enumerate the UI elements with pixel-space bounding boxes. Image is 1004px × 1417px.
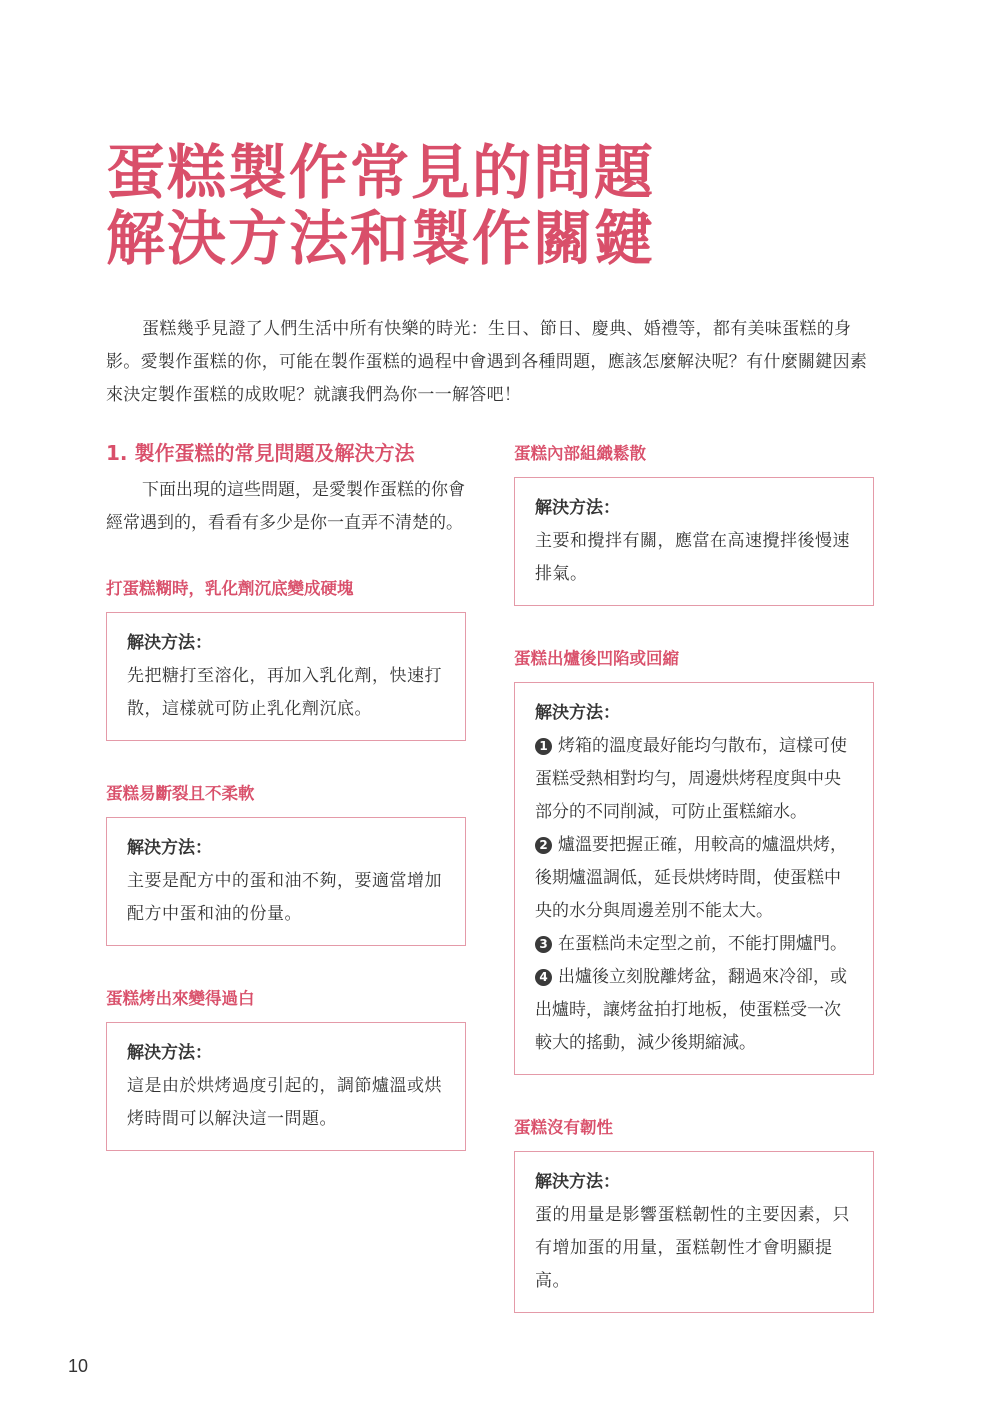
solution-label: 解決方法： — [127, 838, 212, 858]
solution-box-cracking — [106, 817, 466, 946]
step-number-icon: 2 — [535, 837, 552, 854]
solution-box-loose — [514, 477, 874, 606]
solution-step-4 — [535, 961, 853, 1060]
solution-text: 蛋的用量是影響蛋糕韌性的主要因素，只有增加蛋的用量，蛋糕韌性才會明顯提高。 — [535, 1205, 850, 1291]
solution-label: 解決方法： — [535, 703, 620, 723]
step-text: 出爐後立刻脫離烤盆，翻過來冷卻，或出爐時，讓烤盆拍打地板，使蛋糕受一次較大的搖動，減少後期縮減。 — [535, 967, 847, 1053]
solution-box-toughness — [514, 1151, 874, 1313]
problem-title-emulsifier: 打蛋糕糊時，乳化劑沉底變成硬塊 — [106, 579, 354, 598]
solution-box-collapse — [514, 682, 874, 1075]
solution-text: 主要是配方中的蛋和油不夠，要適當增加配方中蛋和油的份量。 — [127, 871, 442, 924]
problem-title-cracking: 蛋糕易斷裂且不柔軟 — [106, 784, 255, 803]
step-text: 爐溫要把握正確，用較高的爐溫烘烤，後期爐溫調低，延長烘烤時間，使蛋糕中央的水分與周邊差別不能太大。 — [535, 835, 847, 921]
section-lead: 下面出現的這些問題，是愛製作蛋糕的你會經常遇到的，看看有多少是你一直弄不清楚的。 — [106, 480, 465, 533]
problem-title-collapse: 蛋糕出爐後凹陷或回縮 — [514, 649, 679, 668]
solution-step-2 — [535, 829, 853, 928]
page-title-line1: 蛋糕製作常見的問題 — [106, 138, 656, 207]
right-column — [514, 441, 874, 1353]
step-number-icon: 4 — [535, 969, 552, 986]
intro-paragraph: 蛋糕幾乎見證了人們生活中所有快樂的時光：生日、節日、慶典、婚禮等，都有美味蛋糕的身影。愛製作蛋糕的你，可能在製作蛋糕的過程中會遇到各種問題，應該怎麼解決呢？有什麼關鍵因素來決定製作蛋糕的成敗呢？就讓我們為你一一解答吧！ — [106, 319, 868, 405]
problem-title-loose: 蛋糕內部組織鬆散 — [514, 444, 646, 463]
step-text: 在蛋糕尚未定型之前，不能打開爐門。 — [558, 934, 847, 954]
solution-text: 主要和攪拌有關，應當在高速攪拌後慢速排氣。 — [535, 531, 850, 584]
section-heading: 1. 製作蛋糕的常見問題及解決方法 — [106, 441, 415, 465]
step-number-icon: 1 — [535, 738, 552, 755]
step-text: 烤箱的溫度最好能均勻散布，這樣可使蛋糕受熱相對均勻，周邊烘烤程度與中央部分的不同削減，可防止蛋糕縮水。 — [535, 736, 847, 822]
solution-label: 解決方法： — [127, 633, 212, 653]
problem-title-toughness: 蛋糕沒有韌性 — [514, 1118, 613, 1137]
solution-text: 這是由於烘烤過度引起的，調節爐溫或烘烤時間可以解決這一問題。 — [127, 1076, 442, 1129]
solution-label: 解決方法： — [127, 1043, 212, 1063]
left-column — [106, 438, 466, 1191]
solution-label: 解決方法： — [535, 1172, 620, 1192]
page-number: 10 — [68, 1356, 89, 1376]
solution-step-1 — [535, 730, 853, 829]
solution-step-3 — [535, 928, 853, 961]
page-title — [106, 140, 906, 272]
problem-title-too-white: 蛋糕烤出來變得過白 — [106, 989, 255, 1008]
solution-text: 先把糖打至溶化，再加入乳化劑，快速打散，這樣就可防止乳化劑沉底。 — [127, 666, 442, 719]
solution-box-emulsifier — [106, 612, 466, 741]
solution-label: 解決方法： — [535, 498, 620, 518]
step-number-icon: 3 — [535, 936, 552, 953]
page-title-line2: 解決方法和製作關鍵 — [106, 204, 656, 273]
solution-box-too-white — [106, 1022, 466, 1151]
